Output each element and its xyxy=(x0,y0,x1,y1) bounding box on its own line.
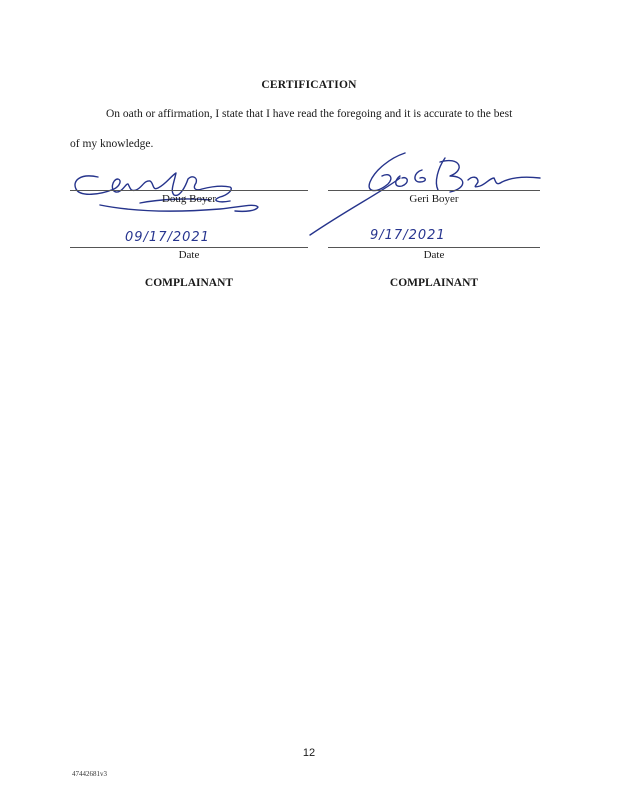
page-number: 12 xyxy=(302,747,316,759)
handwritten-date-doug-boyer: 09/17/2021 xyxy=(125,230,210,245)
date-line-doug-boyer xyxy=(70,247,308,248)
date-label-geri-boyer: Date xyxy=(423,249,445,261)
date-label-doug-boyer: Date xyxy=(178,249,200,261)
signer-name-geri-boyer: Geri Boyer xyxy=(409,193,459,205)
certification-statement-line2: of my knowledge. xyxy=(70,138,154,150)
handwritten-date-geri-boyer: 9/17/2021 xyxy=(370,228,446,243)
document-title: CERTIFICATION xyxy=(261,79,357,91)
role-label-doug-boyer: COMPLAINANT xyxy=(144,277,234,289)
certification-statement-line1: On oath or affirmation, I state that I have read the foregoing and it is accurate to the best xyxy=(106,108,513,120)
signature-line-geri-boyer xyxy=(328,190,540,191)
role-label-geri-boyer: COMPLAINANT xyxy=(389,277,479,289)
date-line-geri-boyer xyxy=(328,247,540,248)
signature-line-doug-boyer xyxy=(70,190,308,191)
signer-name-doug-boyer: Doug Boyer xyxy=(161,193,217,205)
document-id: 47442681v3 xyxy=(72,770,107,778)
